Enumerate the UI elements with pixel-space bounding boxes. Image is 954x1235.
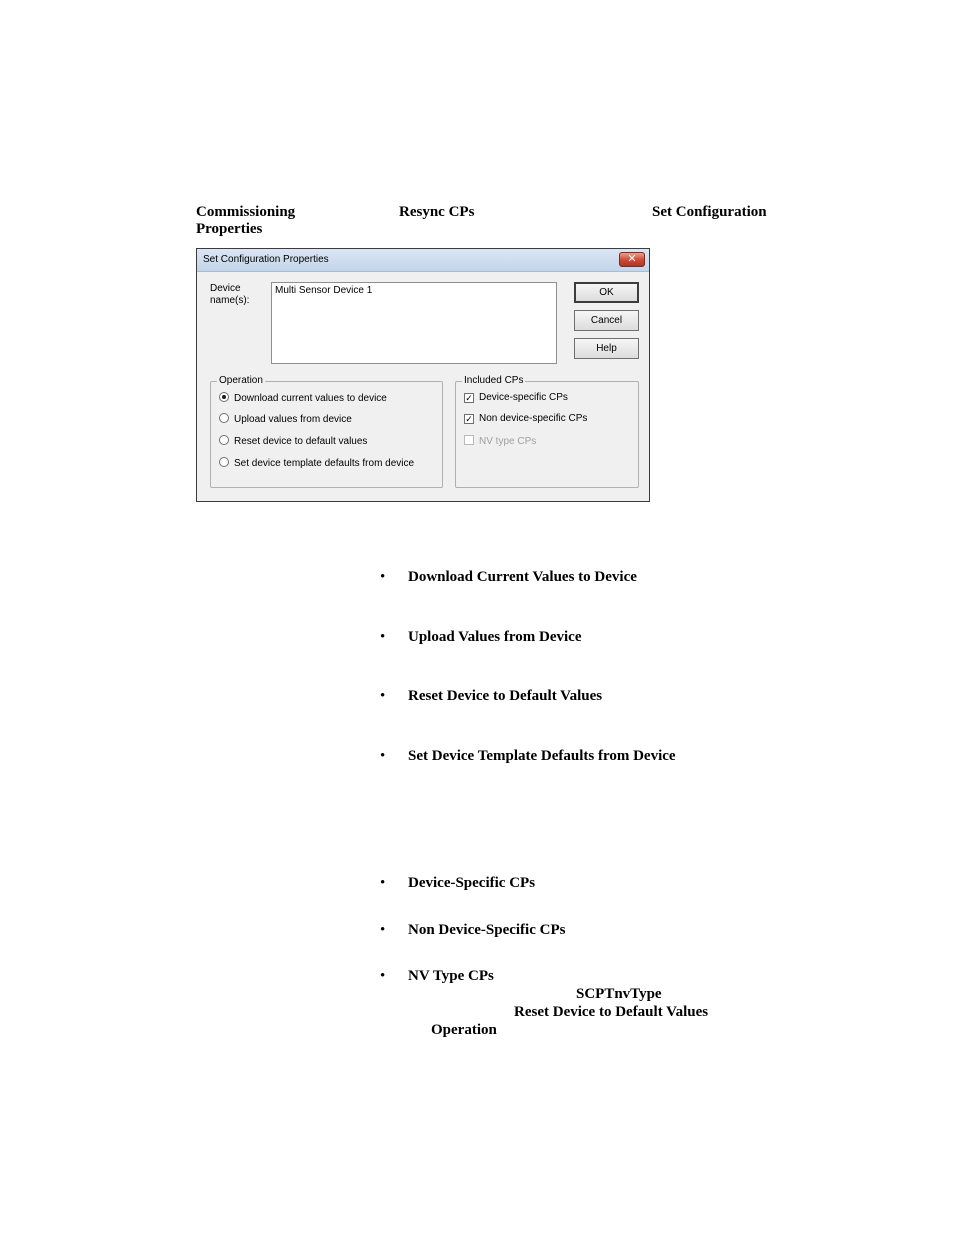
dialog-title: Set Configuration Properties bbox=[203, 254, 329, 265]
properties-term: Properties bbox=[196, 221, 263, 237]
included-cps-group bbox=[455, 375, 639, 488]
bullet-non-device-specific-cps: Non Device-Specific CPs bbox=[408, 922, 566, 938]
commissioning-term: Commissioning bbox=[196, 204, 296, 220]
device-label-line1: Device bbox=[210, 283, 241, 294]
radio-reset-defaults[interactable] bbox=[219, 435, 367, 447]
bullet-icon: • bbox=[380, 968, 386, 984]
checkbox-checked-icon: ✓ bbox=[465, 414, 473, 424]
device-name-value: Multi Sensor Device 1 bbox=[275, 285, 373, 296]
cancel-button[interactable]: Cancel bbox=[574, 310, 639, 331]
radio-label: Download current values to device bbox=[234, 393, 387, 404]
reset-defaults-term: Reset Device to Default Values bbox=[514, 1004, 709, 1020]
device-names-field[interactable] bbox=[271, 282, 557, 364]
checkbox-label: Device-specific CPs bbox=[479, 392, 568, 403]
radio-download-current[interactable] bbox=[219, 392, 387, 404]
bullet-reset-defaults: Reset Device to Default Values bbox=[408, 688, 603, 704]
bullet-upload-values: Upload Values from Device bbox=[408, 629, 582, 645]
bullet-device-specific-cps: Device-Specific CPs bbox=[408, 875, 536, 891]
checkbox-non-device-specific[interactable] bbox=[464, 413, 587, 424]
radio-label: Upload values from device bbox=[234, 414, 352, 425]
checkbox-nv-type bbox=[464, 435, 536, 447]
device-label-line2: name(s): bbox=[210, 295, 250, 306]
bullet-nv-type-cps: NV Type CPs bbox=[408, 968, 494, 984]
bullet-icon: • bbox=[380, 922, 386, 938]
scptnvtype-term: SCPTnvType bbox=[576, 986, 662, 1002]
checkbox-device-specific[interactable] bbox=[464, 392, 568, 403]
bullet-icon: • bbox=[380, 875, 386, 891]
bullet-icon: • bbox=[380, 748, 386, 764]
dialog-titlebar bbox=[197, 249, 649, 272]
operation-group bbox=[210, 375, 443, 488]
radio-icon bbox=[219, 413, 229, 423]
help-button[interactable]: Help bbox=[574, 338, 639, 359]
radio-label: Set device template defaults from device bbox=[234, 458, 415, 469]
checkbox-checked-icon: ✓ bbox=[465, 393, 473, 403]
radio-icon bbox=[219, 457, 229, 467]
checkbox-disabled-icon bbox=[464, 435, 474, 445]
radio-icon bbox=[219, 435, 229, 445]
set-configuration-term: Set Configuration bbox=[652, 204, 767, 220]
bullet-download-current: Download Current Values to Device bbox=[408, 569, 637, 585]
ok-button[interactable]: OK bbox=[574, 282, 639, 303]
radio-upload-values[interactable] bbox=[219, 413, 352, 425]
bullet-icon: • bbox=[380, 569, 386, 585]
operation-legend: Operation bbox=[219, 375, 263, 386]
radio-set-template-defaults[interactable] bbox=[219, 457, 414, 469]
bullet-icon: • bbox=[380, 688, 386, 704]
radio-selected-icon bbox=[219, 392, 229, 402]
included-cps-legend: Included CPs bbox=[464, 375, 524, 386]
radio-label: Reset device to default values bbox=[234, 436, 368, 447]
close-icon[interactable]: ✕ bbox=[619, 252, 645, 267]
checkbox-label: NV type CPs bbox=[479, 436, 537, 447]
resync-cps-term: Resync CPs bbox=[399, 204, 475, 220]
set-configuration-dialog bbox=[196, 248, 650, 502]
bullet-icon: • bbox=[380, 629, 386, 645]
bullet-set-template-defaults: Set Device Template Defaults from Device bbox=[408, 748, 676, 764]
operation-term: Operation bbox=[431, 1022, 497, 1038]
checkbox-label: Non device-specific CPs bbox=[479, 413, 588, 424]
